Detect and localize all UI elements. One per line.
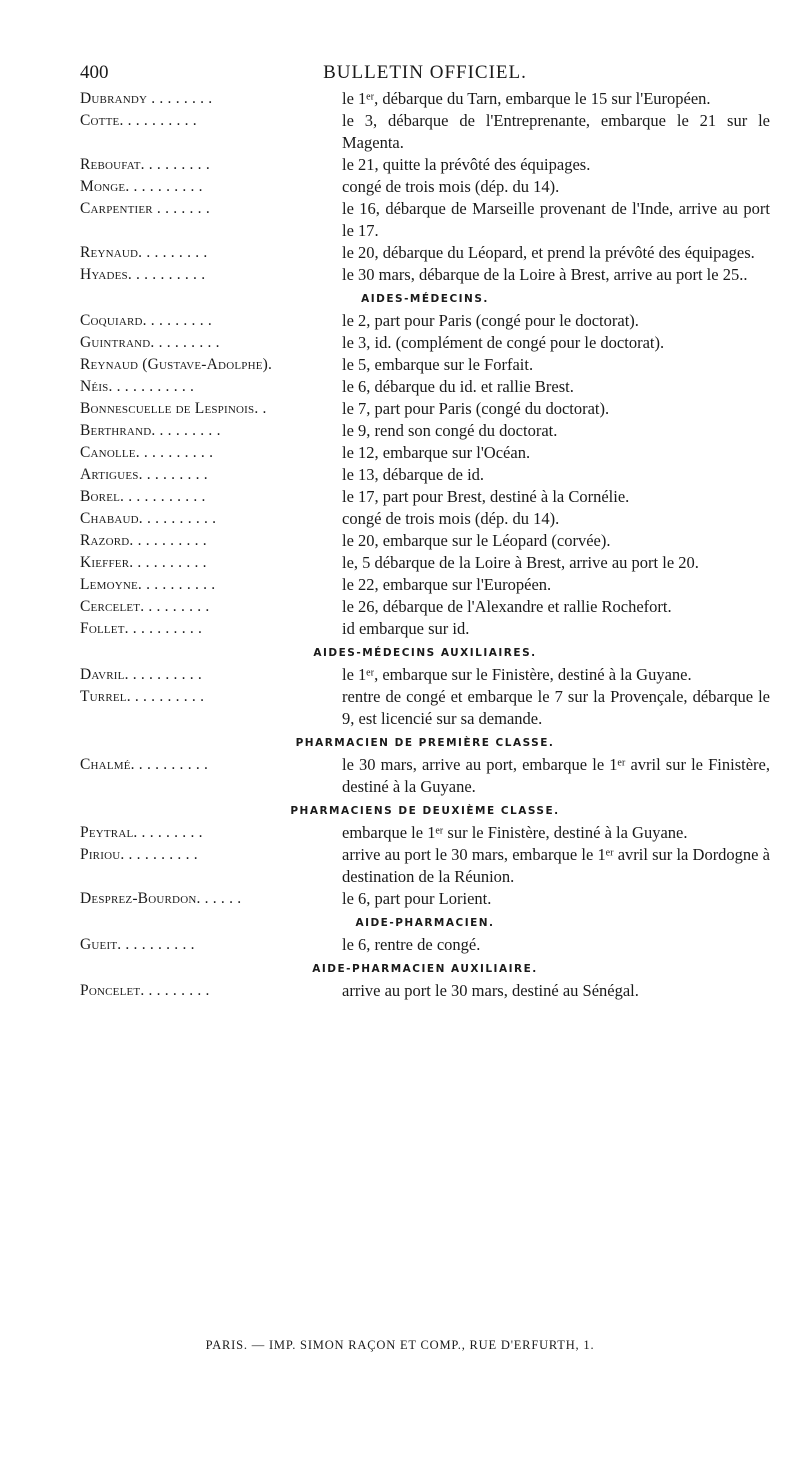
movement-text: arrive au port le 30 mars, destiné au Sénégal. bbox=[342, 981, 639, 1000]
personnel-entry bbox=[80, 332, 770, 354]
movement-text: le 1ᵉʳ, embarque sur le Finistère, destiné à la Guyane. bbox=[342, 665, 692, 684]
person-name: Guintrand. . . . . . . . . bbox=[80, 334, 220, 351]
person-name: Gueit. . . . . . . . . . bbox=[80, 936, 195, 953]
movement-text: le 16, débarque de Marseille provenant de l'Inde, arrive au port le 17. bbox=[342, 199, 770, 240]
personnel-entry bbox=[80, 822, 770, 844]
movement-text: le 6, part pour Lorient. bbox=[342, 889, 492, 908]
movement-text: le 12, embarque sur l'Océan. bbox=[342, 443, 531, 462]
person-name: Monge. . . . . . . . . . bbox=[80, 178, 203, 195]
person-name: Lemoyne. . . . . . . . . . bbox=[80, 576, 216, 593]
person-name: Carpentier . . . . . . . bbox=[80, 200, 210, 217]
personnel-entry bbox=[80, 664, 770, 686]
personnel-entry bbox=[80, 442, 770, 464]
person-name: Follet. . . . . . . . . . bbox=[80, 620, 203, 637]
movement-text: arrive au port le 30 mars, embarque le 1ᵉʳ avril sur la Dordogne à destination de la Réunion. bbox=[342, 845, 770, 886]
person-name: Cercelet. . . . . . . . . bbox=[80, 598, 210, 615]
movement-text: le 2, part pour Paris (congé pour le doctorat). bbox=[342, 311, 639, 330]
personnel-entry bbox=[80, 980, 770, 1002]
person-name: Kieffer. . . . . . . . . . bbox=[80, 554, 207, 571]
personnel-entry bbox=[80, 354, 770, 376]
personnel-entry bbox=[80, 310, 770, 332]
person-name: Reynaud. . . . . . . . . bbox=[80, 244, 208, 261]
person-name: Bonnescuelle de Lespinois. . bbox=[80, 400, 267, 417]
personnel-entry bbox=[80, 530, 770, 552]
person-name: Coquiard. . . . . . . . . bbox=[80, 312, 212, 329]
personnel-entry bbox=[80, 754, 770, 798]
movement-text: le 22, embarque sur l'Européen. bbox=[342, 575, 552, 594]
movement-text: le 20, débarque du Léopard, et prend la prévôté des équipages. bbox=[342, 243, 755, 262]
personnel-entry bbox=[80, 618, 770, 640]
person-name: Canolle. . . . . . . . . . bbox=[80, 444, 214, 461]
person-name: Turrel. . . . . . . . . . bbox=[80, 688, 205, 705]
section-heading: AIDE-PHARMACIEN. bbox=[355, 917, 495, 929]
person-name: Chalmé. . . . . . . . . . bbox=[80, 756, 209, 773]
person-name: Néis. . . . . . . . . . . bbox=[80, 378, 195, 395]
person-name: Borel. . . . . . . . . . . bbox=[80, 488, 206, 505]
personnel-entry bbox=[80, 888, 770, 910]
person-name: Reboufat. . . . . . . . . bbox=[80, 156, 210, 173]
person-name: Piriou. . . . . . . . . . bbox=[80, 846, 198, 863]
movement-text: le 30 mars, arrive au port, embarque le 1ᵉʳ avril sur le Finistère, destiné à la Guyane. bbox=[342, 755, 770, 796]
personnel-entry bbox=[80, 574, 770, 596]
personnel-entry bbox=[80, 596, 770, 618]
document-body bbox=[80, 88, 770, 1002]
section-heading: AIDES-MÉDECINS. bbox=[361, 293, 489, 305]
printer-imprint: PARIS. — IMP. SIMON RAÇON ET COMP., RUE D'ERFURTH, 1. bbox=[205, 1338, 595, 1352]
personnel-entry bbox=[80, 508, 770, 530]
person-name: Reynaud (Gustave-Adolphe). bbox=[80, 356, 273, 373]
movement-text: le 1ᵉʳ, débarque du Tarn, embarque le 15 sur l'Européen. bbox=[342, 89, 711, 108]
running-title: BULLETIN OFFICIEL. bbox=[323, 62, 527, 83]
movement-text: congé de trois mois (dép. du 14). bbox=[342, 509, 560, 528]
personnel-entry bbox=[80, 176, 770, 198]
movement-text: le 6, rentre de congé. bbox=[342, 935, 481, 954]
person-name: Chabaud. . . . . . . . . . bbox=[80, 510, 217, 527]
personnel-entry bbox=[80, 686, 770, 730]
person-name: Artigues. . . . . . . . . bbox=[80, 466, 208, 483]
page-number: 400 bbox=[80, 62, 109, 83]
section-heading: PHARMACIENS DE DEUXIÈME CLASSE. bbox=[290, 805, 560, 817]
movement-text: rentre de congé et embarque le 7 sur la Provençale, débarque le 9, est licencié sur sa demande. bbox=[342, 687, 770, 728]
person-name: Cotte. . . . . . . . . . bbox=[80, 112, 197, 129]
personnel-entry bbox=[80, 110, 770, 154]
page-header bbox=[80, 62, 770, 86]
person-name: Dubrandy . . . . . . . . bbox=[80, 90, 213, 107]
movement-text: le 3, débarque de l'Entreprenante, embarque le 21 sur le Magenta. bbox=[342, 111, 770, 152]
movement-text: le 5, embarque sur le Forfait. bbox=[342, 355, 534, 374]
person-name: Poncelet. . . . . . . . . bbox=[80, 982, 210, 999]
personnel-entry bbox=[80, 376, 770, 398]
personnel-entry bbox=[80, 420, 770, 442]
personnel-entry bbox=[80, 88, 770, 110]
personnel-entry bbox=[80, 198, 770, 242]
section-heading: AIDE-PHARMACIEN AUXILIAIRE. bbox=[312, 963, 538, 975]
movement-text: le 7, part pour Paris (congé du doctorat). bbox=[342, 399, 610, 418]
personnel-entry bbox=[80, 264, 770, 286]
movement-text: le 30 mars, débarque de la Loire à Brest, arrive au port le 25.. bbox=[342, 265, 748, 284]
movement-text: id embarque sur id. bbox=[342, 619, 470, 638]
movement-text: le 17, part pour Brest, destiné à la Cornélie. bbox=[342, 487, 630, 506]
movement-text: congé de trois mois (dép. du 14). bbox=[342, 177, 560, 196]
movement-text: embarque le 1ᵉʳ sur le Finistère, destiné à la Guyane. bbox=[342, 823, 688, 842]
personnel-entry bbox=[80, 934, 770, 956]
movement-text: le 9, rend son congé du doctorat. bbox=[342, 421, 558, 440]
movement-text: le 20, embarque sur le Léopard (corvée). bbox=[342, 531, 611, 550]
movement-text: le 3, id. (complément de congé pour le doctorat). bbox=[342, 333, 665, 352]
movement-text: le 13, débarque de id. bbox=[342, 465, 485, 484]
personnel-entry bbox=[80, 464, 770, 486]
personnel-entry bbox=[80, 154, 770, 176]
person-name: Desprez-Bourdon. . . . . . bbox=[80, 890, 242, 907]
person-name: Razord. . . . . . . . . . bbox=[80, 532, 207, 549]
personnel-entry bbox=[80, 242, 770, 264]
personnel-entry bbox=[80, 552, 770, 574]
person-name: Hyades. . . . . . . . . . bbox=[80, 266, 206, 283]
section-heading: PHARMACIEN DE PREMIÈRE CLASSE. bbox=[295, 737, 555, 749]
section-heading: AIDES-MÉDECINS AUXILIAIRES. bbox=[313, 647, 537, 659]
movement-text: le 21, quitte la prévôté des équipages. bbox=[342, 155, 591, 174]
personnel-entry bbox=[80, 486, 770, 508]
person-name: Peytral. . . . . . . . . bbox=[80, 824, 203, 841]
personnel-entry bbox=[80, 398, 770, 420]
movement-text: le, 5 débarque de la Loire à Brest, arrive au port le 20. bbox=[342, 553, 699, 572]
personnel-entry bbox=[80, 844, 770, 888]
movement-text: le 6, débarque du id. et rallie Brest. bbox=[342, 377, 574, 396]
person-name: Davril. . . . . . . . . . bbox=[80, 666, 203, 683]
movement-text: le 26, débarque de l'Alexandre et rallie Rochefort. bbox=[342, 597, 672, 616]
person-name: Berthrand. . . . . . . . . bbox=[80, 422, 221, 439]
